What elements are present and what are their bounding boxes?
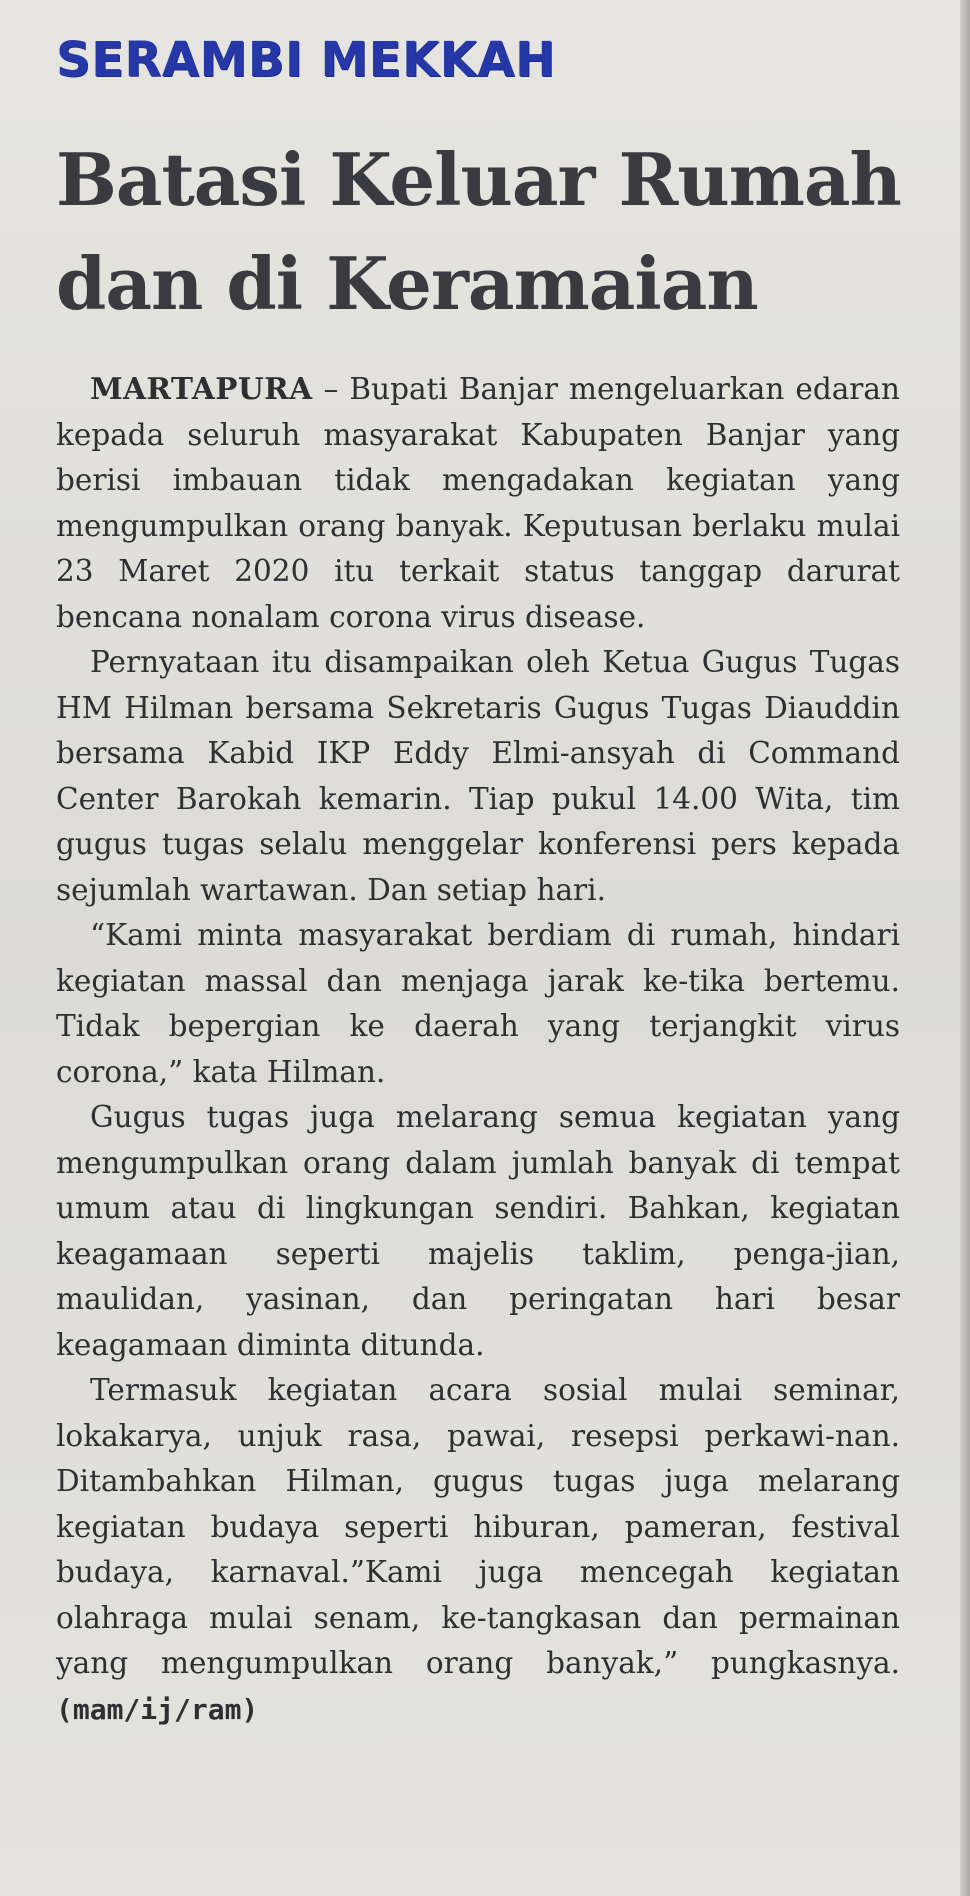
publication-rubric: SERAMBI MEKKAH [56, 32, 556, 88]
article-paragraph: “Kami minta masyarakat berdiam di rumah, hindari kegiatan massal dan menjaga jarak ke-tika bertemu. Tidak bepergian ke daerah yang terjangkit virus corona,” kata Hilman. [56, 918, 900, 1089]
article-headline: Batasi Keluar Rumah dan di Keramaian [56, 137, 901, 326]
dateline: MARTAPURA [90, 371, 313, 406]
article-paragraph: Pernyataan itu disampaikan oleh Ketua Gugus Tugas HM Hilman bersama Sekretaris Gugus Tugas Diauddin bersama Kabid IKP Eddy Elmi-ansyah di Command Center Barokah kemarin. Tiap pukul 14.00 Wita, tim gugus tugas selalu menggelar konferensi pers kepada sejumlah wartawan. Dan setiap hari. [56, 645, 900, 907]
article-paragraph [56, 1368, 900, 1732]
article-paragraph [56, 366, 900, 640]
paragraph-text: Termasuk kegiatan acara sosial mulai seminar, lokakarya, unjuk rasa, pawai, resepsi perkawi-nan. Ditambahkan Hilman, gugus tugas juga melarang kegiatan budaya seperti hiburan, pameran, festival budaya, karnaval.”Kami juga mencegah kegiatan olahraga mulai senam, ke-tangkasan dan permainan yang mengumpulkan orang banyak,” pungkasnya. [56, 1373, 900, 1680]
article-body [56, 366, 900, 1732]
byline-initials: (mam/ij/ram) [56, 1692, 259, 1726]
page-edge [960, 0, 970, 1896]
article-paragraph: Gugus tugas juga melarang semua kegiatan yang mengumpulkan orang dalam jumlah banyak di tempat umum atau di lingkungan sendiri. Bahkan, kegiatan keagamaan seperti majelis taklim, penga-jian, maulidan, yasinan, dan peringatan hari besar keagamaan diminta ditunda. [56, 1100, 900, 1362]
paragraph-text: – Bupati Banjar mengeluarkan edaran kepada seluruh masyarakat Kabupaten Banjar yang berisi imbauan tidak mengadakan kegiatan yang mengumpulkan orang banyak. Keputusan berlaku mulai 23 Maret 2020 itu terkait status tanggap darurat bencana nonalam corona virus disease. [56, 372, 900, 634]
